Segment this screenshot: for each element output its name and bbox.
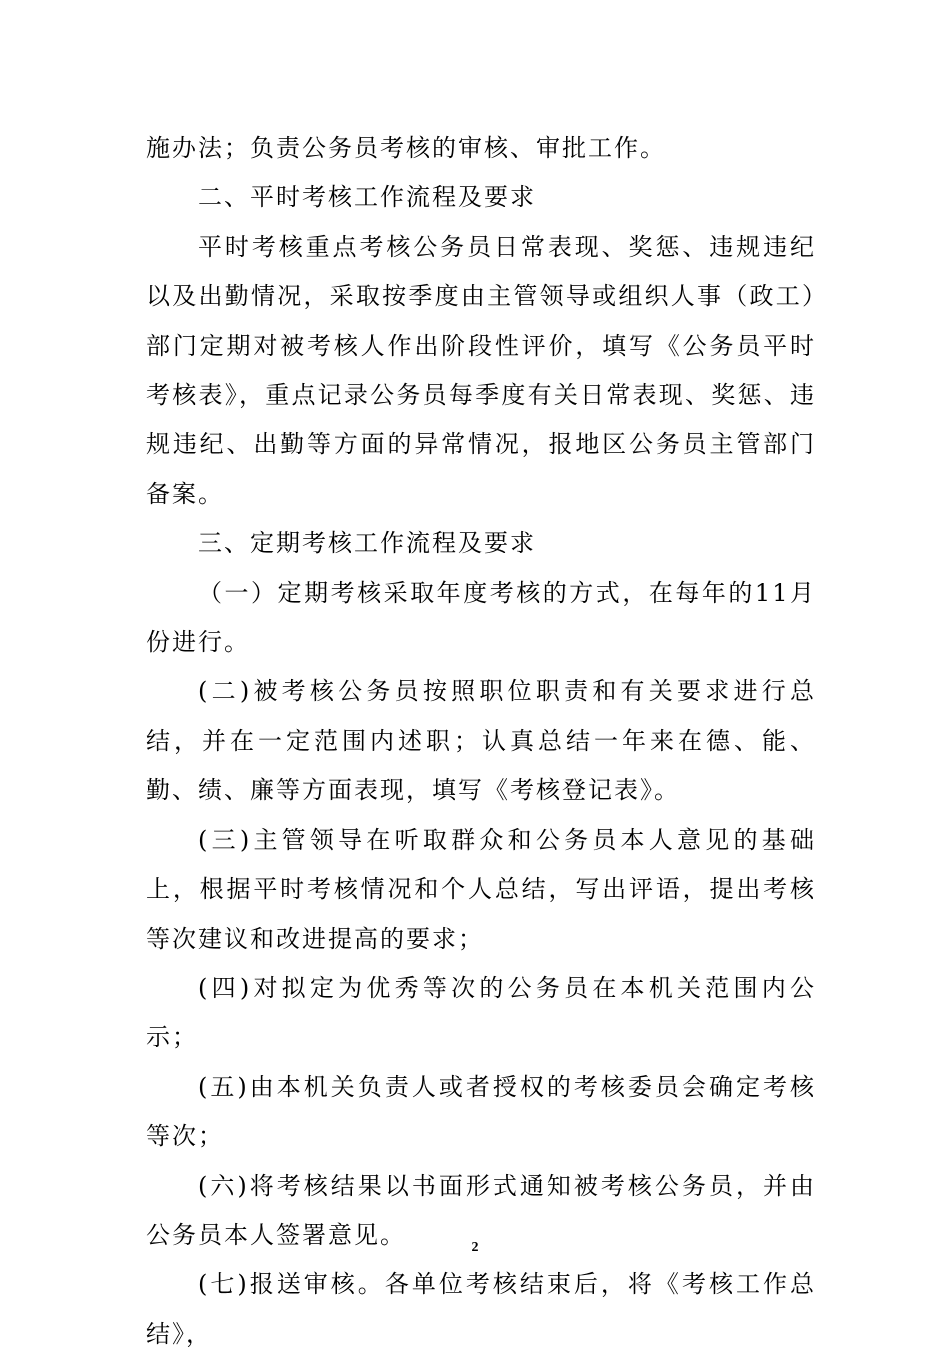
paragraph-routine-assessment: 平时考核重点考核公务员日常表现、奖惩、违规违纪以及出勤情况，采取按季度由主管领导或组织人事（政工）部门定期对被考核人作出阶段性评价，填写《公务员平时考核表》，重点记录公务员每季度有关日常表现、奖惩、违规违纪、出勤等方面的异常情况，报地区公务员主管部门备案。 [146,232,816,508]
document-body [146,124,816,1359]
section-heading-3: 三、定期考核工作流程及要求 [198,529,536,558]
list-item-6: (六)将考核结果以书面形式通知被考核公务员，并由公务员本人签署意见。 [146,1171,816,1249]
section-heading-2: 二、平时考核工作流程及要求 [198,183,536,212]
list-item-2: (二)被考核公务员按照职位职责和有关要求进行总结，并在一定范围内述职；认真总结一年来在德、能、勤、绩、廉等方面表现，填写《考核登记表》。 [146,677,816,805]
paragraph-continuation: 施办法；负责公务员考核的审核、审批工作。 [146,134,666,162]
list-item-5: (五)由本机关负责人或者授权的考核委员会确定考核等次； [146,1072,816,1151]
list-item-4: (四)对拟定为优秀等次的公务员在本机关范围内公示； [146,973,816,1052]
list-item-1: （一）定期考核采取年度考核的方式，在每年的11月份进行。 [146,578,816,657]
list-item-7: (七)报送审核。各单位考核结束后，将《考核工作总结》， [146,1270,816,1348]
list-item-3: (三)主管领导在听取群众和公务员本人意见的基础上，根据平时考核情况和个人总结，写出评语，提出考核等次建议和改进提高的要求； [146,825,816,953]
page-number: 2 [471,1240,479,1255]
